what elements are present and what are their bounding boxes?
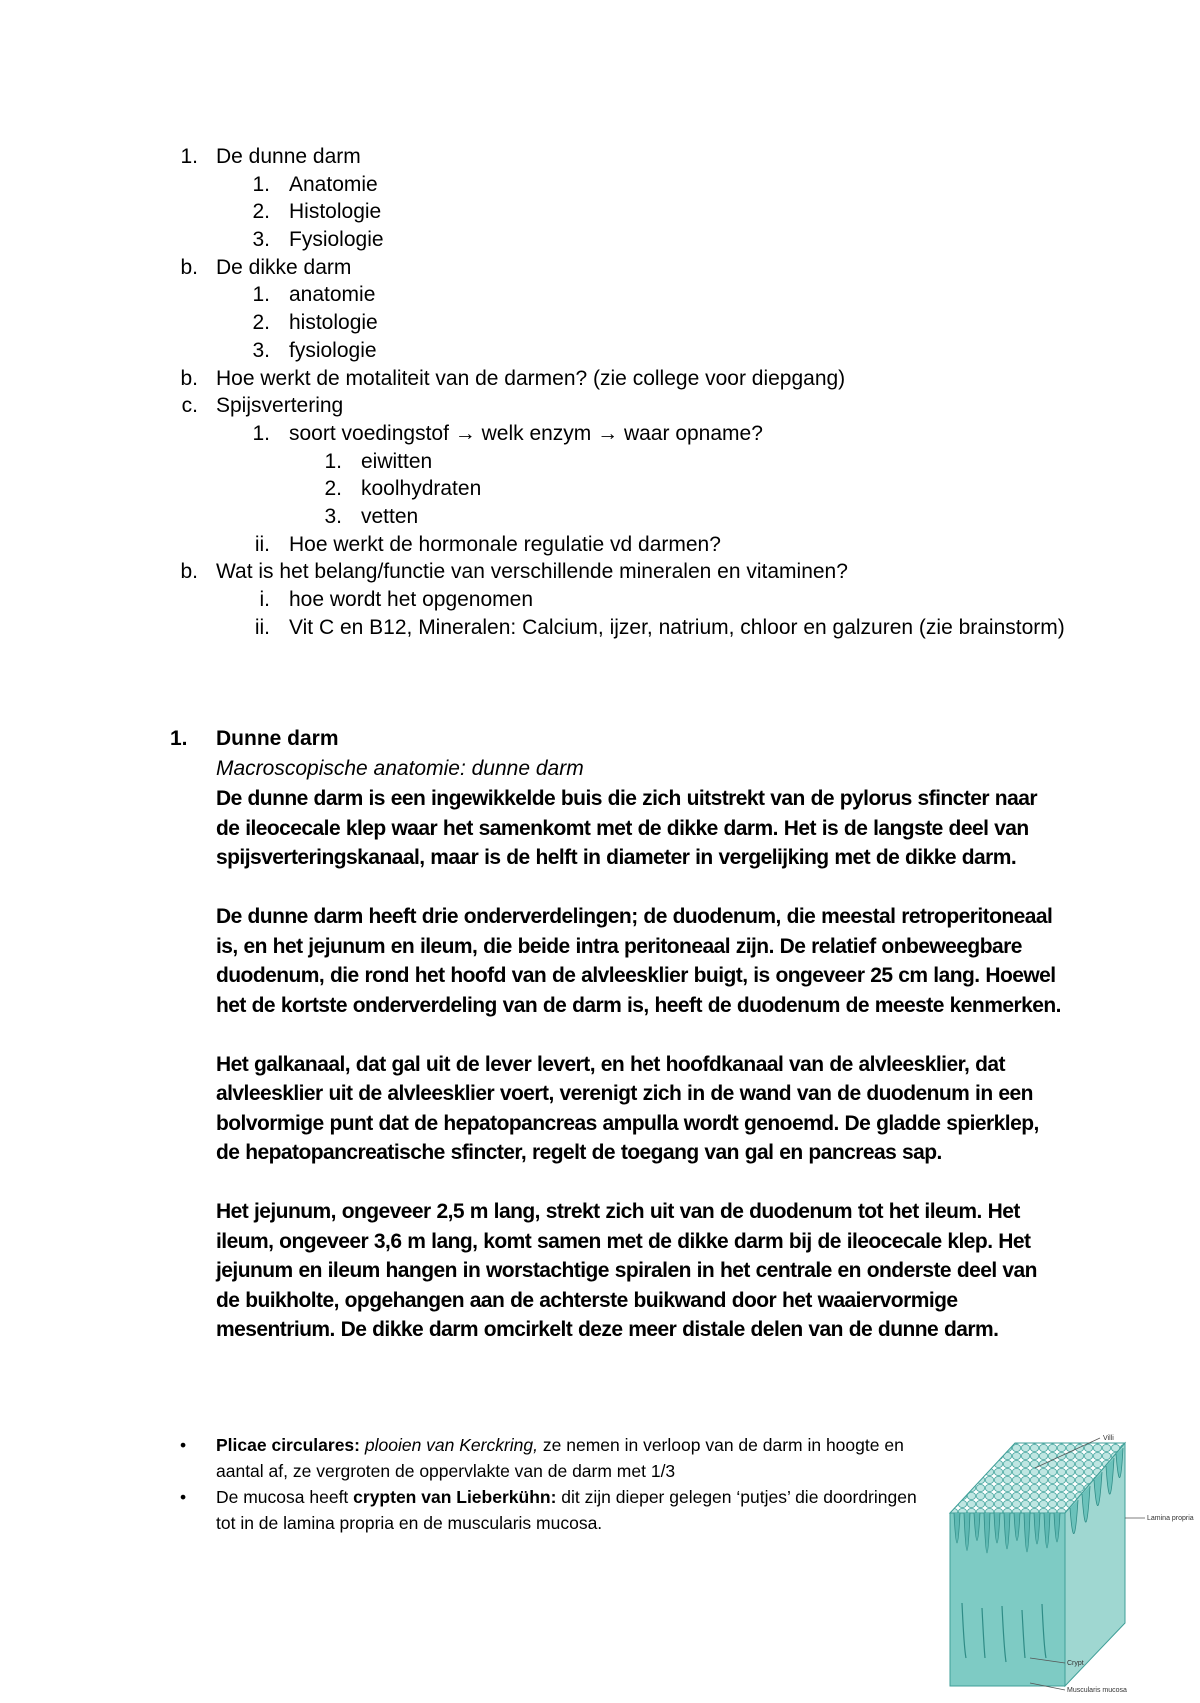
outline-marker: ii. <box>254 615 270 639</box>
outline-text: Spijsvertering <box>216 394 344 418</box>
term-alias: plooien van Kerckring, <box>364 1435 539 1455</box>
outline-text: De dikke darm <box>216 255 352 279</box>
outline-item <box>170 143 1070 171</box>
paragraph: De dunne darm heeft drie onderverdelingen; de duodenum, die meestal retroperitoneaal is, en het jejunum en ileum, die beide intra peritoneaal zijn. De relatief onbeweegbare duodenum, die rond het hoofd van de alvleesklier buigt, is ongeveer 25 cm lang. Hoewel het de kortste onderverdeling van de darm is, heeft de duodenum de meeste kenmerken. <box>216 905 1061 1017</box>
outline-item <box>170 337 1070 365</box>
label-lamina-propria: Lamina propria <box>1147 1515 1194 1522</box>
term: crypten van Lieberkühn: <box>353 1487 557 1507</box>
lead-text: De mucosa heeft <box>216 1487 354 1507</box>
outline-text: vetten <box>361 504 419 528</box>
list-item <box>170 1484 930 1536</box>
outline-text: De dunne darm <box>216 145 361 168</box>
outline-marker: 1. <box>180 145 198 168</box>
outline-item <box>170 281 1070 309</box>
outline-text: anatomie <box>289 283 376 307</box>
outline-text: eiwitten <box>361 449 433 473</box>
outline-item <box>170 420 1070 448</box>
paragraph: De dunne darm is een ingewikkelde buis die zich uitstrekt van de pylorus sfincter naar de ileocecale klep waar het samenkomt met de dikke darm. Het is de langste deel van spijsverteringskanaal, maar is de helft in diameter in vergelijking met de dikke darm. <box>216 787 1037 869</box>
label-muscularis-mucosa: Muscularis mucosa <box>1067 1687 1127 1694</box>
outline-item <box>170 365 1070 393</box>
outline-text: fysiologie <box>289 338 377 362</box>
outline-marker: 1. <box>324 449 342 473</box>
outline-text: Histologie <box>289 200 382 224</box>
list-item <box>170 1432 930 1484</box>
outline-marker: ii. <box>254 532 270 556</box>
outline-marker: b. <box>180 255 198 279</box>
outline-marker: 2. <box>324 477 342 501</box>
outline-marker: 2. <box>252 200 270 224</box>
description: ze nemen in verloop van de darm in hoogte en aantal af, ze vergroten de oppervlakte van de darm met 1/3 <box>216 1435 904 1481</box>
outline-item <box>170 309 1070 337</box>
outline-marker: 3. <box>252 228 270 252</box>
outline-marker: i. <box>259 588 270 611</box>
section-title: Dunne darm <box>216 727 339 750</box>
outline-item <box>170 171 1070 199</box>
outline-item <box>170 226 1070 254</box>
topic-outline <box>170 143 1070 670</box>
outline-text: Vit C en B12, Mineralen: Calcium, ijzer, natrium, chloor en galzuren (zie brainstorm) <box>289 615 1065 639</box>
outline-text: hoe wordt het opgenomen <box>289 588 534 611</box>
label-crypt: Crypt <box>1067 1660 1084 1667</box>
outline-text: Fysiologie <box>289 228 384 252</box>
outline-marker: 1. <box>252 283 270 307</box>
outline-item <box>170 392 1070 420</box>
paragraph: Het galkanaal, dat gal uit de lever levert, en het hoofdkanaal van de alvleesklier, dat alvleesklier uit de alvleesklier voert, verenigt zich in de wand van de duodenum in een bolvormige punt dat de hepatopancreas ampulla wordt genoemd. De gladde spierklep, de hepatopancreatische sfincter, regelt de toegang van gal en pancreas sap. <box>216 1052 1039 1164</box>
outline-marker: 1. <box>252 421 270 445</box>
outline-text: Anatomie <box>289 172 378 196</box>
outline-marker: b. <box>180 560 198 584</box>
section-number: 1. <box>170 727 188 750</box>
outline-item <box>170 503 1070 531</box>
outline-text: koolhydraten <box>361 477 482 501</box>
bullet-icon: • <box>180 1487 187 1507</box>
outline-marker: 2. <box>252 311 270 335</box>
outline-item <box>170 531 1070 559</box>
section-dunne-darm <box>170 724 1070 1345</box>
outline-item <box>170 475 1070 503</box>
outline-text: soort voedingstof → welk enzym → waar opname? <box>289 421 763 445</box>
outline-marker: 1. <box>252 172 270 196</box>
label-villi: Villi <box>1103 1435 1114 1442</box>
outline-text: Hoe werkt de motaliteit van de darmen? (zie college voor diepgang) <box>216 366 846 390</box>
outline-item <box>170 198 1070 226</box>
outline-item <box>170 614 1070 670</box>
term: Plicae circulares: <box>216 1435 360 1455</box>
outline-marker: 3. <box>324 504 342 528</box>
outline-marker: b. <box>180 366 198 390</box>
outline-text: Wat is het belang/functie van verschillende mineralen en vitaminen? <box>216 560 848 584</box>
outline-item <box>170 586 1070 614</box>
intestinal-wall-illustration <box>940 1428 1200 1698</box>
outline-text: Hoe werkt de hormonale regulatie vd darmen? <box>289 532 721 556</box>
villi-diagram <box>940 1428 1200 1698</box>
bullet-icon: • <box>180 1435 187 1455</box>
paragraph: Het jejunum, ongeveer 2,5 m lang, strekt zich uit van de duodenum tot het ileum. Het ileum, ongeveer 3,6 m lang, komt samen met de dikke darm bij de ileocecale klep. Het jejunum en ileum hangen in worstachtige spiralen in het centrale en onderste deel van de buikholte, opgehangen aan de achterste buikwand door het waaiervormige mesentrium. De dikke darm omcirkelt deze meer distale delen van de dunne darm. <box>216 1200 1037 1341</box>
bullet-list <box>170 1432 930 1536</box>
outline-item <box>170 558 1070 586</box>
outline-marker: c. <box>181 394 198 418</box>
section-subtitle: Macroscopische anatomie: dunne darm <box>216 757 584 780</box>
outline-item <box>170 254 1070 282</box>
outline-item <box>170 448 1070 476</box>
outline-marker: 3. <box>252 338 270 362</box>
outline-text: histologie <box>289 311 378 335</box>
description: dit zijn dieper gelegen ‘putjes’ die doordringen tot in de lamina propria en de muscularis mucosa. <box>216 1487 917 1533</box>
